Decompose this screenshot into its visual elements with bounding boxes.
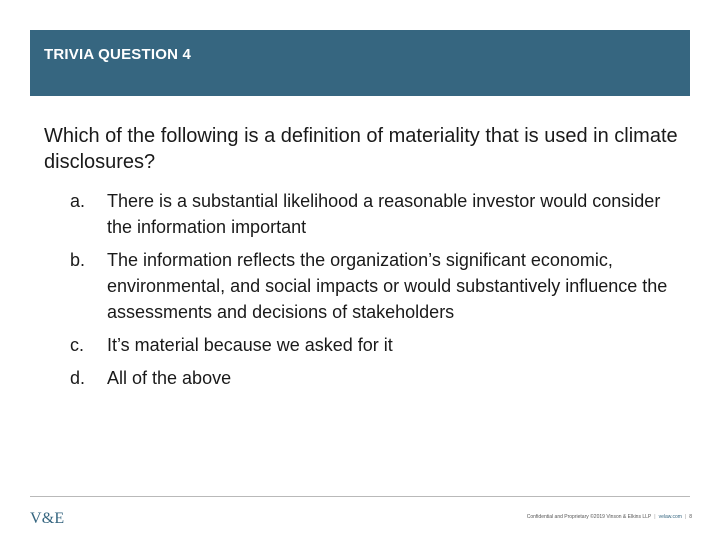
footer-separator: |	[684, 514, 687, 520]
answer-list	[70, 188, 680, 398]
answer-letter: c.	[70, 335, 85, 355]
question-text: Which of the following is a definition of materiality that is used in climate disclosures?	[44, 125, 678, 173]
footer-info	[527, 514, 692, 520]
footer-divider	[30, 496, 690, 497]
answer-text: It’s material because we asked for it	[107, 335, 393, 355]
answer-option-b	[70, 247, 680, 325]
answer-option-c	[70, 332, 680, 358]
answer-letter: a.	[70, 191, 86, 211]
answer-text: There is a substantial likelihood a reasonable investor would consider the information important	[107, 191, 661, 237]
answer-option-d	[70, 365, 680, 391]
answer-text: The information reflects the organization’s significant economic, environmental, and social impacts or would substantively influence the assessments and decisions of stakeholders	[107, 250, 668, 322]
confidential-notice: Confidential and Proprietary ©2019 Vinson & Elkins LLP	[526, 514, 652, 520]
answer-option-a	[70, 188, 680, 240]
footer-separator: |	[654, 514, 656, 520]
slide-title: TRIVIA QUESTION 4	[44, 46, 192, 63]
answer-text: All of the above	[107, 368, 232, 388]
answer-letter: b.	[70, 250, 86, 270]
company-logo: V&E	[30, 510, 65, 527]
page-number: 8	[689, 514, 692, 520]
slide-header-bar	[30, 30, 690, 96]
answer-letter: d.	[70, 368, 86, 388]
website-link[interactable]: velaw.com	[658, 514, 682, 520]
